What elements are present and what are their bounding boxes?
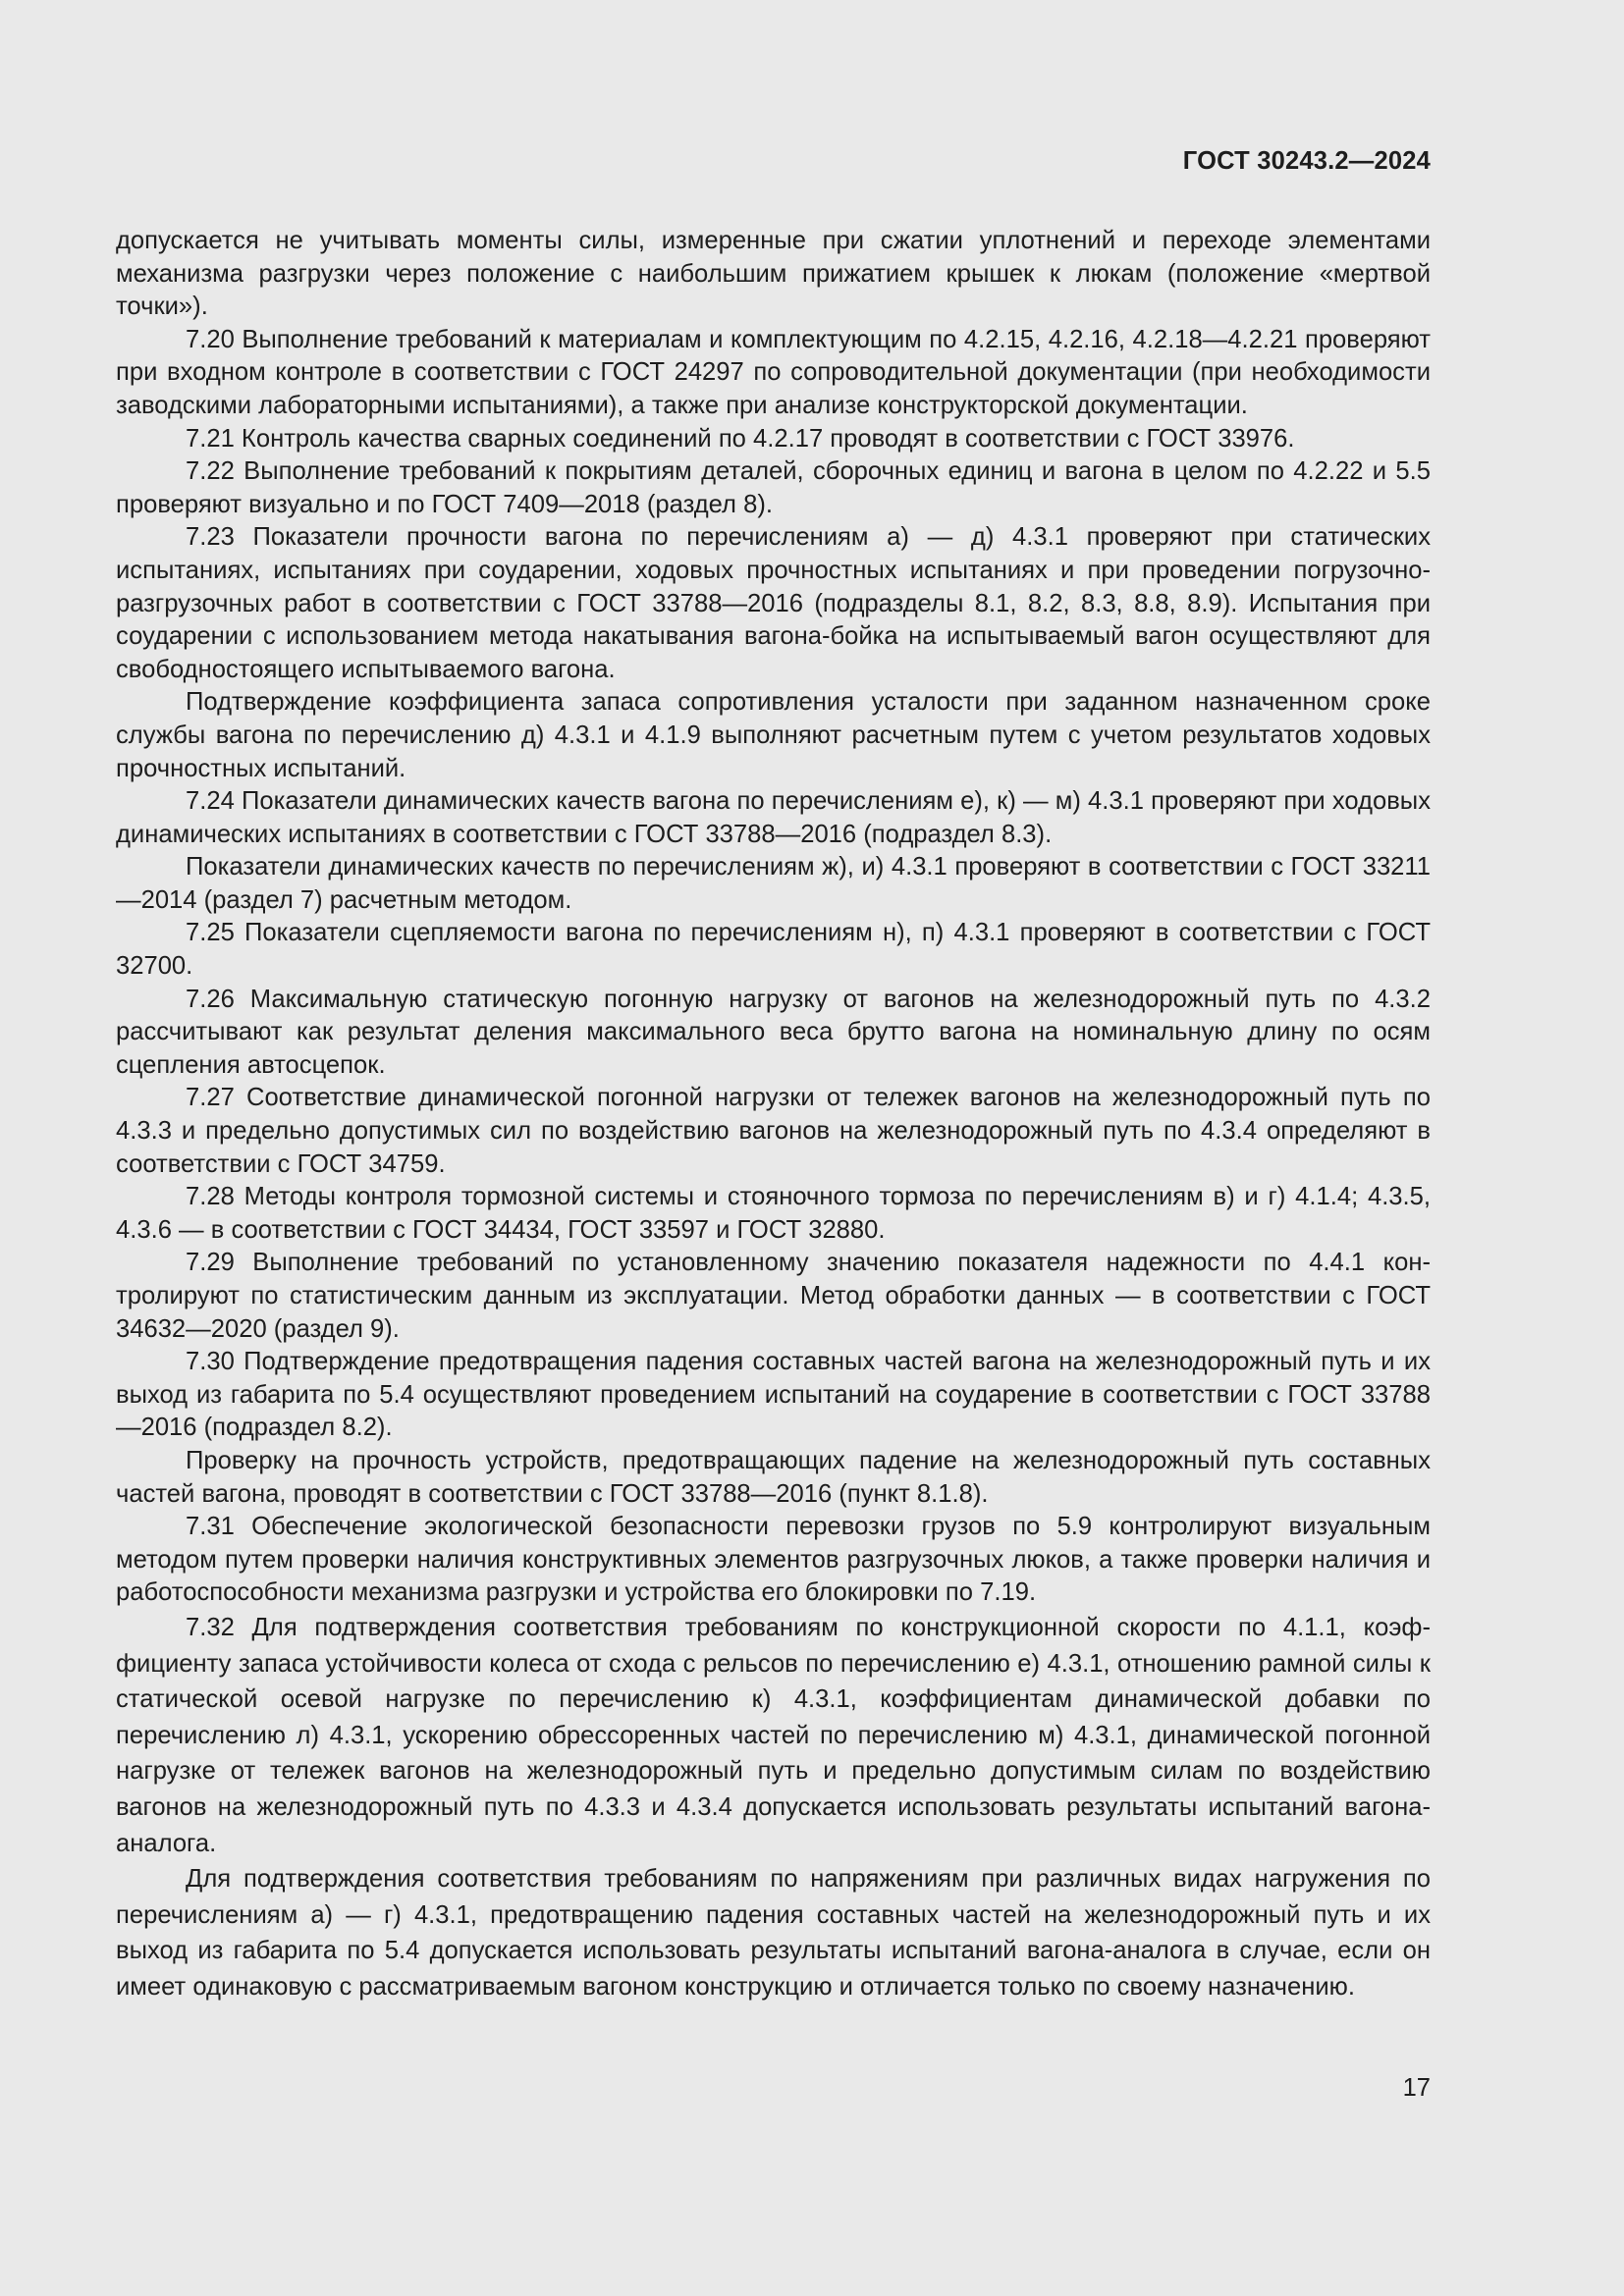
paragraph-7-31: 7.31 Обеспечение экологической безопасности перевозки грузов по 5.9 контролируют визуальным методом путем проверки наличия конструктивных элементов разгрузочных люков, а также проверки наличия и работоспособности механизма разгрузки и устройства его блокировки по 7.19. xyxy=(116,1513,1431,1607)
paragraph-7-29: 7.29 Выполнение требований по установленному значению показателя надежности по 4.4.1 контролируют по статистическим данным из эксплуатации. Метод обработки данных — в соответствии с ГОСТ 34632—2020 (раздел 9). xyxy=(116,1249,1431,1343)
paragraph-7-26: 7.26 Максимальную статическую погонную нагрузку от вагонов на железнодорожный путь по 4.3.2 рассчитывают как результат деления максимального веса брутто вагона на номинальную длину по осям сцепления автосцепок. xyxy=(116,985,1431,1079)
document-body xyxy=(116,225,1431,2004)
paragraph-7-23: 7.23 Показатели прочности вагона по перечислениям а) — д) 4.3.1 проверяют при статических испытаниях, испытаниях при соударении, ходовых прочностных испытаниях и при проведении погрузочно-разгрузочных работ в соответствии с ГОСТ 33788—2016 (подразделы 8.1, 8.2, 8.3, 8.8, 8.9). Испытания при соударении с использованием метода накатывания вагона-бойка на испытываемый вагон осуществляют для свободностоящего испытываемого вагона. xyxy=(116,523,1431,683)
paragraph-7-28: 7.28 Методы контроля тормозной системы и стояночного тормоза по перечислениям в) и г) 4.1.4; 4.3.5, 4.3.6 — в соответствии с ГОСТ 34434, ГОСТ 33597 и ГОСТ 32880. xyxy=(116,1183,1431,1244)
paragraph-7-25: 7.25 Показатели сцепляемости вагона по перечислениям н), п) 4.3.1 проверяют в соответствии с ГОСТ 32700. xyxy=(116,919,1431,981)
paragraph-7-32: 7.32 Для подтверждения соответствия требованиям по конструкционной скорости по 4.1.1, коэффициенту запаса устойчивости колеса от схода с рельсов по перечислению е) 4.3.1, отношению рамной силы к статической осевой нагрузке по перечислению к) 4.3.1, коэффициентам динамической добавки по перечислению л) 4.3.1, ускорению обрессоренных частей по перечислению м) 4.3.1, динамической погонной нагрузке от тележек вагонов на железнодорожный путь и предельно допустимым силам по воздействию вагонов на железнодорожный путь по 4.3.3 и 4.3.4 допускается использовать результаты испытаний вагона-аналога. xyxy=(116,1613,1431,1857)
paragraph-continuation: допускается не учитывать моменты силы, измеренные при сжатии уплотнений и переходе элементами механизма разгрузки через положение с наибольшим прижатием крышек к люкам (положение «мертвой точки»). xyxy=(116,227,1431,321)
paragraph-7-24-calculation: Показатели динамических качеств по перечислениям ж), и) 4.3.1 проверяют в соответствии с ГОСТ 33211—2014 (раздел 7) расчетным методом. xyxy=(116,853,1431,914)
document-header: ГОСТ 30243.2—2024 xyxy=(1182,147,1431,175)
paragraph-7-30-strength: Проверку на прочность устройств, предотвращающих падение на железнодорожный путь составных частей вагона, проводят в соответствии с ГОСТ 33788—2016 (пункт 8.1.8). xyxy=(116,1446,1431,1508)
paragraph-7-32-analog: Для подтверждения соответствия требованиям по напряжениям при различных видах нагружения по перечислениям а) — г) 4.3.1, предотвращению падения составных частей на железнодорожный путь и их выход из габарита по 5.4 допускается использовать результаты испытаний вагона-аналога в случае, если он имеет одинаковую с рассматриваемым вагоном конструкцию и отличается только по своему назначению. xyxy=(116,1865,1431,2001)
paragraph-7-30: 7.30 Подтверждение предотвращения падения составных частей вагона на железнодорожный путь и их выход из габарита по 5.4 осуществляют проведением испытаний на соударение в соответствии с ГОСТ 33788—2016 (подраздел 8.2). xyxy=(116,1348,1431,1442)
page-number: 17 xyxy=(1402,2074,1431,2102)
paragraph-7-20: 7.20 Выполнение требований к материалам и комплектующим по 4.2.15, 4.2.16, 4.2.18—4.2.21 проверяют при входном контроле в соответствии с ГОСТ 24297 по сопроводительной документации (при необходимости заводскими лабораторными испытаниями), а также при анализе конструкторской документации. xyxy=(116,325,1431,419)
paragraph-7-23-fatigue: Подтверждение коэффициента запаса сопротивления усталости при заданном назначенном сроке службы вагона по перечислению д) 4.3.1 и 4.1.9 выполняют расчетным путем с учетом результатов ходовых прочностных испытаний. xyxy=(116,688,1431,782)
paragraph-7-27: 7.27 Соответствие динамической погонной нагрузки от тележек вагонов на железнодорожный путь по 4.3.3 и предельно допустимых сил по воздействию вагонов на железнодорожный путь по 4.3.4 определяют в соответствии с ГОСТ 34759. xyxy=(116,1084,1431,1178)
paragraph-7-21: 7.21 Контроль качества сварных соединений по 4.2.17 проводят в соответствии с ГОСТ 33976. xyxy=(186,424,1295,453)
paragraph-7-22: 7.22 Выполнение требований к покрытиям деталей, сборочных единиц и вагона в целом по 4.2.22 и 5.5 проверяют визуально и по ГОСТ 7409—2018 (раздел 8). xyxy=(116,457,1431,518)
paragraph-7-24: 7.24 Показатели динамических качеств вагона по перечислениям е), к) — м) 4.3.1 проверяют при ходовых динамических испытаниях в соответствии с ГОСТ 33788—2016 (подраздел 8.3). xyxy=(116,787,1431,848)
